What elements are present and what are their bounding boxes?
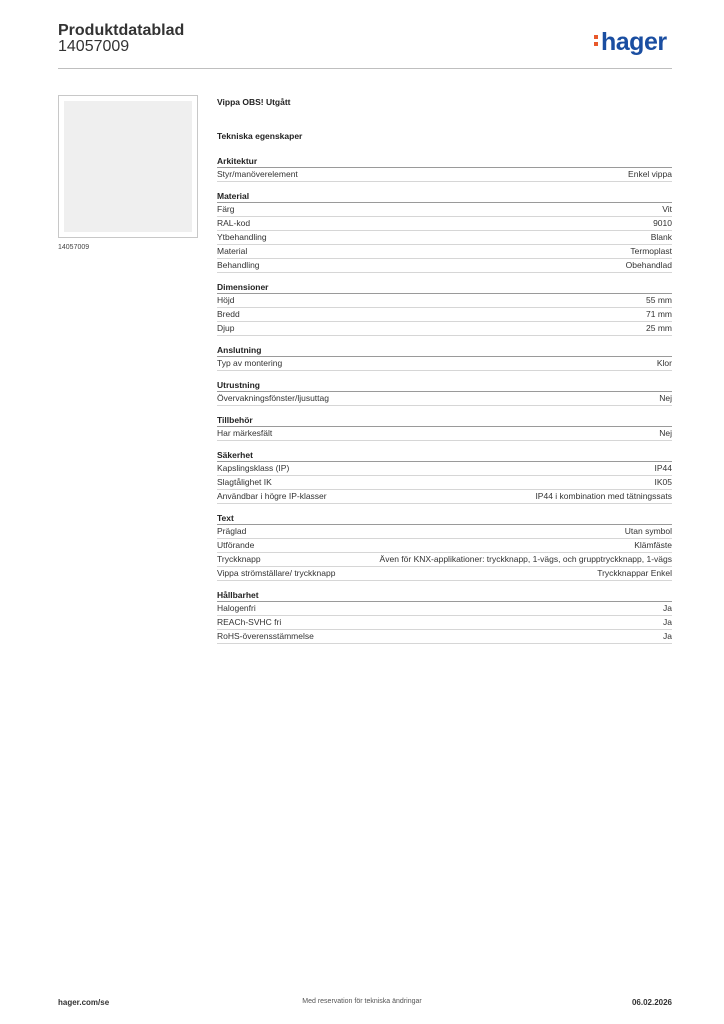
spec-row <box>217 203 672 217</box>
product-image <box>58 95 198 238</box>
product-image-placeholder <box>64 101 192 232</box>
page-title: Produktdatablad <box>58 22 185 39</box>
spec-value: Ja <box>663 603 672 613</box>
spec-label: RAL-kod <box>217 218 251 228</box>
spec-label: Präglad <box>217 526 247 536</box>
section-heading: Arkitektur <box>217 155 672 168</box>
hager-logo <box>594 28 667 57</box>
spec-row <box>217 231 672 245</box>
spec-label: Utförande <box>217 540 255 550</box>
spec-value: 9010 <box>653 218 672 228</box>
spec-row <box>217 294 672 308</box>
spec-label: Halogenfri <box>217 603 256 613</box>
product-number: 14057009 <box>58 38 130 55</box>
spec-row <box>217 245 672 259</box>
spec-section <box>217 379 672 406</box>
spec-row <box>217 357 672 371</box>
main-heading: Tekniska egenskaper <box>217 131 303 141</box>
spec-label: Bredd <box>217 309 240 319</box>
spec-section <box>217 512 672 581</box>
spec-row <box>217 602 672 616</box>
section-heading: Anslutning <box>217 344 672 357</box>
spec-row <box>217 392 672 406</box>
spec-label: REACh-SVHC fri <box>217 617 282 627</box>
section-heading: Dimensioner <box>217 281 672 294</box>
spec-row <box>217 259 672 273</box>
section-heading: Tillbehör <box>217 414 672 427</box>
spec-row <box>217 322 672 336</box>
spec-label: Ytbehandling <box>217 232 267 242</box>
spec-row <box>217 462 672 476</box>
spec-value: Blank <box>650 232 672 242</box>
spec-value: Vit <box>662 204 672 214</box>
spec-section <box>217 449 672 504</box>
spec-value: 25 mm <box>646 323 672 333</box>
spec-value: Tryckknappar Enkel <box>597 568 672 578</box>
spec-row <box>217 490 672 504</box>
spec-content <box>217 97 672 652</box>
spec-value: Termoplast <box>630 246 672 256</box>
spec-value: Nej <box>659 393 672 403</box>
spec-row <box>217 567 672 581</box>
spec-row <box>217 476 672 490</box>
section-heading: Material <box>217 190 672 203</box>
spec-label: Styr/manöverelement <box>217 169 298 179</box>
spec-value: Nej <box>659 428 672 438</box>
spec-value: Obehandlad <box>625 260 672 270</box>
spec-label: Slagtålighet IK <box>217 477 272 487</box>
section-heading: Utrustning <box>217 379 672 392</box>
spec-label: Vippa strömställare/ tryckknapp <box>217 568 336 578</box>
spec-label: Tryckknapp <box>217 554 261 564</box>
spec-label: Material <box>217 246 248 256</box>
spec-value: Ja <box>663 631 672 641</box>
spec-value: 55 mm <box>646 295 672 305</box>
spec-row <box>217 553 672 567</box>
section-heading: Säkerhet <box>217 449 672 462</box>
spec-row <box>217 525 672 539</box>
logo-text: hager <box>601 28 667 56</box>
spec-section <box>217 190 672 273</box>
spec-section <box>217 155 672 182</box>
spec-value: IP44 <box>654 463 672 473</box>
spec-row <box>217 616 672 630</box>
spec-value: Ja <box>663 617 672 627</box>
spec-value: Klor <box>656 358 672 368</box>
spec-sections <box>217 155 672 644</box>
spec-row <box>217 168 672 182</box>
spec-label: Djup <box>217 323 235 333</box>
spec-label: Typ av montering <box>217 358 283 368</box>
spec-section <box>217 589 672 644</box>
spec-value: Även för KNX-applikationer: tryckknapp, 1-vägs, och grupptryckknapp, 1-vägs <box>379 554 672 564</box>
spec-label: Har märkesfält <box>217 428 273 438</box>
spec-value: IP44 i kombination med tätningssats <box>535 491 672 501</box>
spec-value: 71 mm <box>646 309 672 319</box>
spec-section <box>217 414 672 441</box>
spec-section <box>217 344 672 371</box>
spec-value: IK05 <box>654 477 672 487</box>
footer-website: hager.com/se <box>58 998 110 1007</box>
product-title: Vippa OBS! Utgått <box>217 97 291 107</box>
footer-date: 06.02.2026 <box>631 998 672 1007</box>
spec-label: RoHS-överensstämmelse <box>217 631 314 641</box>
spec-row <box>217 217 672 231</box>
image-caption: 14057009 <box>58 244 90 251</box>
spec-row <box>217 630 672 644</box>
spec-row <box>217 539 672 553</box>
spec-label: Användbar i högre IP-klasser <box>217 491 327 501</box>
footer-notice: Med reservation för tekniska ändringar <box>302 998 422 1005</box>
spec-label: Höjd <box>217 295 235 305</box>
logo-dots-icon <box>594 35 599 49</box>
spec-value: Enkel vippa <box>628 169 672 179</box>
spec-row <box>217 308 672 322</box>
spec-label: Kapslingsklass (IP) <box>217 463 290 473</box>
section-heading: Text <box>217 512 672 525</box>
spec-row <box>217 427 672 441</box>
spec-value: Klämfäste <box>634 540 672 550</box>
section-heading: Hållbarhet <box>217 589 672 602</box>
spec-label: Färg <box>217 204 235 214</box>
spec-section <box>217 281 672 336</box>
spec-value: Utan symbol <box>624 526 672 536</box>
spec-label: Övervakningsfönster/ljusuttag <box>217 393 329 403</box>
header-divider <box>58 68 672 69</box>
spec-label: Behandling <box>217 260 260 270</box>
